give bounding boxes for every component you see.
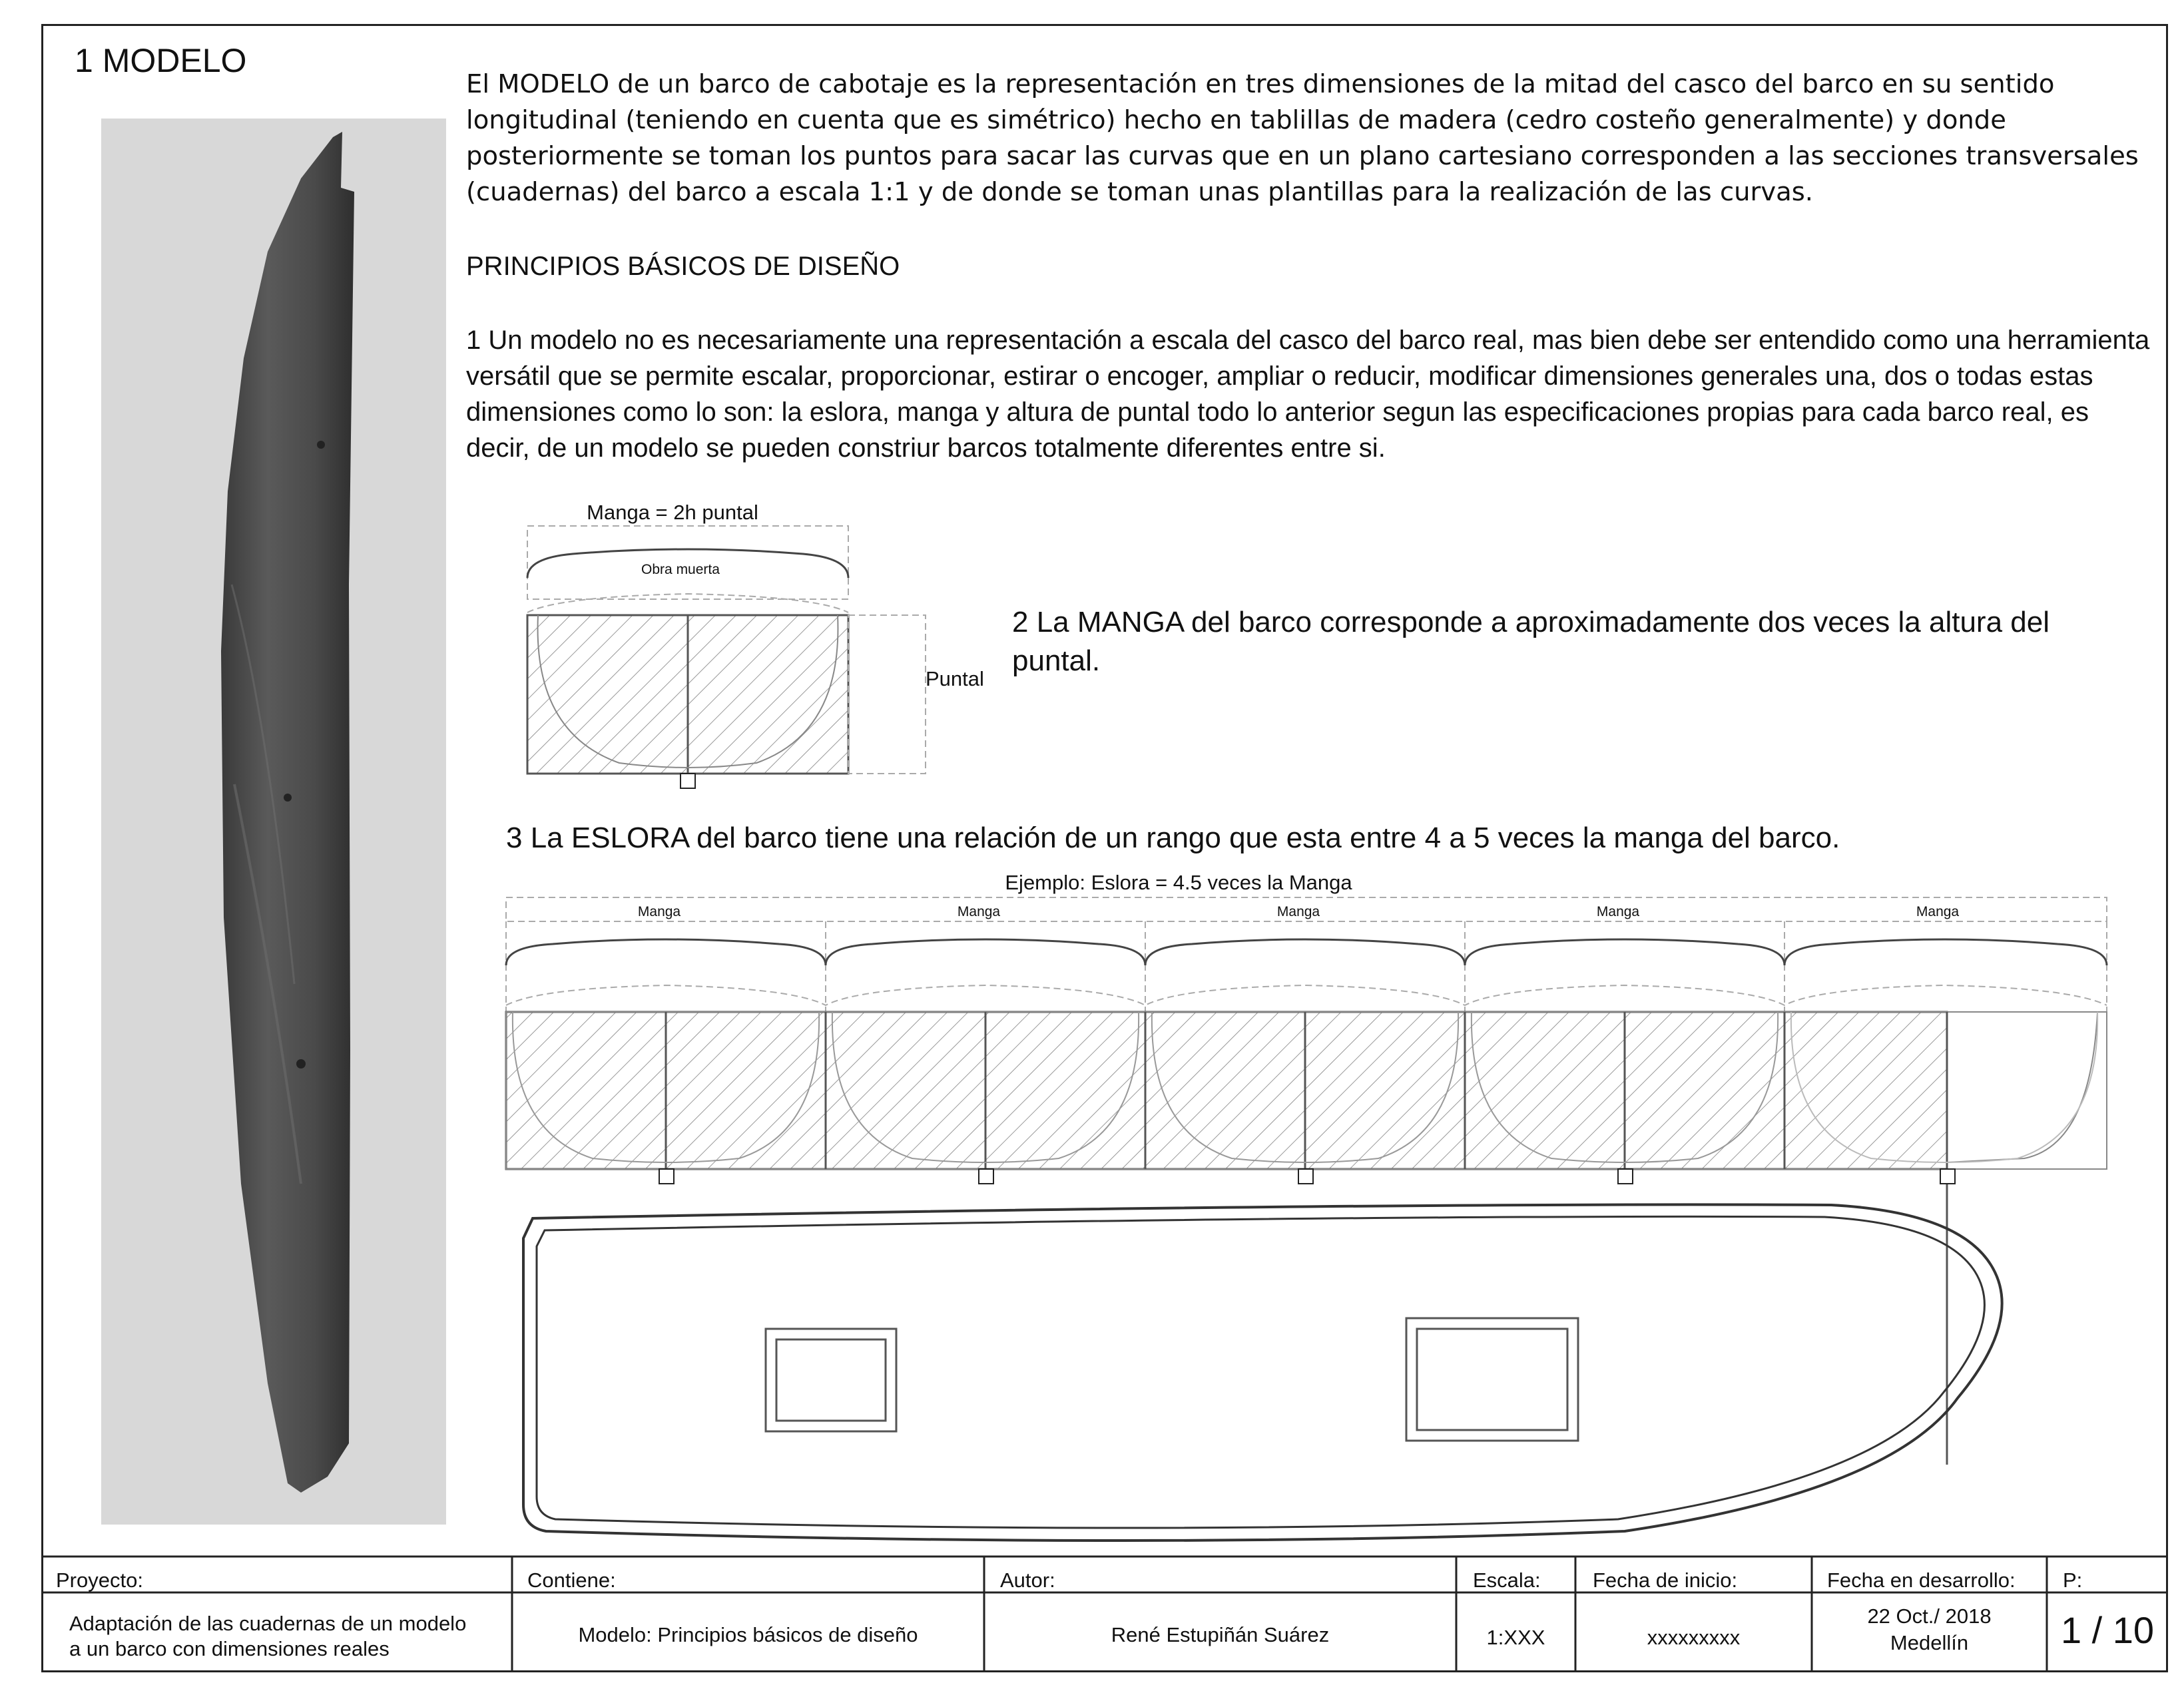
manga-label-5: Manga — [1916, 904, 1960, 919]
proyecto-value — [69, 1611, 466, 1662]
fecha-inicio-value: xxxxxxxxx — [1647, 1626, 1741, 1649]
contiene-value: Modelo: Principios básicos de diseño — [578, 1623, 918, 1646]
fecha-desarrollo-label: Fecha en desarrollo: — [1827, 1568, 2016, 1592]
title-block — [41, 1555, 2168, 1672]
section-top-label: Manga = 2h puntal — [587, 501, 758, 524]
contiene-label: Contiene: — [527, 1568, 616, 1592]
fecha-desarrollo-line-2: Medellín — [1890, 1631, 1969, 1654]
eslora-diagram — [493, 865, 2117, 1551]
half-hull-model-photo — [101, 119, 446, 1525]
fecha-inicio-label: Fecha de inicio: — [1593, 1568, 1738, 1592]
eslora-caption: Ejemplo: Eslora = 4.5 veces la Manga — [1005, 871, 1352, 894]
principle-2-text: 2 La MANGA del barco corresponde a aproximadamente dos veces la altura del puntal. — [1012, 606, 2049, 677]
manga-label-2: Manga — [957, 904, 1001, 919]
proyecto-line-1: Adaptación de las cuadernas de un modelo — [69, 1612, 467, 1635]
page-number: 1 / 10 — [2060, 1609, 2155, 1651]
principle-1-text: 1 Un modelo no es necesariamente una representación a escala del casco del barco real, mas bien debe ser entendido como una herramienta versátil que se permite escalar, proporcionar, estirar o encoger, ampliar o reducir, modificar dimensiones generales una, dos o todas estas dimensiones como lo son: la eslora, manga y altura de puntal todo lo anterior segun las especificaciones propias para cada barco real, es decir, de un modelo se pueden constriur barcos totalmente diferentes entre si. — [466, 326, 2150, 463]
section-diagram — [506, 493, 1012, 799]
principle-3-text: 3 La ESLORA del barco tiene una relación de un rango que esta entre 4 a 5 veces la manga del barco. — [506, 822, 1840, 854]
autor-label: Autor: — [1000, 1568, 1055, 1592]
intro-paragraph: El MODELO de un barco de cabotaje es la representación en tres dimensiones de la mitad del casco del barco en su sentido longitudinal (teniendo en cuenta que es simétrico) hecho en tablillas de madera (cedro costeño generalmente) y donde posteriormente se toman los puntos para sacar las curvas que en un plano cartesiano corresponden a las secciones transversales (cuadernas) del barco a escala 1:1 y de donde se toman unas plantillas para la realización de las curvas. — [466, 69, 2139, 207]
escala-label: Escala: — [1473, 1568, 1541, 1592]
manga-label-1: Manga — [637, 904, 681, 919]
section-heading: PRINCIPIOS BÁSICOS DE DISEÑO — [466, 252, 900, 281]
fecha-desarrollo-value — [1812, 1603, 2047, 1656]
manga-label-3: Manga — [1276, 904, 1320, 919]
fecha-desarrollo-line-1: 22 Oct./ 2018 — [1867, 1604, 1992, 1628]
escala-value: 1:XXX — [1486, 1626, 1545, 1649]
autor-value: René Estupiñán Suárez — [1111, 1623, 1330, 1646]
section-side-label: Puntal — [926, 667, 984, 690]
page-title: 1 MODELO — [75, 42, 247, 79]
proyecto-label: Proyecto: — [56, 1568, 143, 1592]
proyecto-line-2: a un barco con dimensiones reales — [69, 1637, 390, 1660]
section-inner-label: Obra muerta — [641, 562, 720, 577]
pagina-label: P: — [2063, 1568, 2083, 1592]
manga-label-4: Manga — [1596, 904, 1640, 919]
